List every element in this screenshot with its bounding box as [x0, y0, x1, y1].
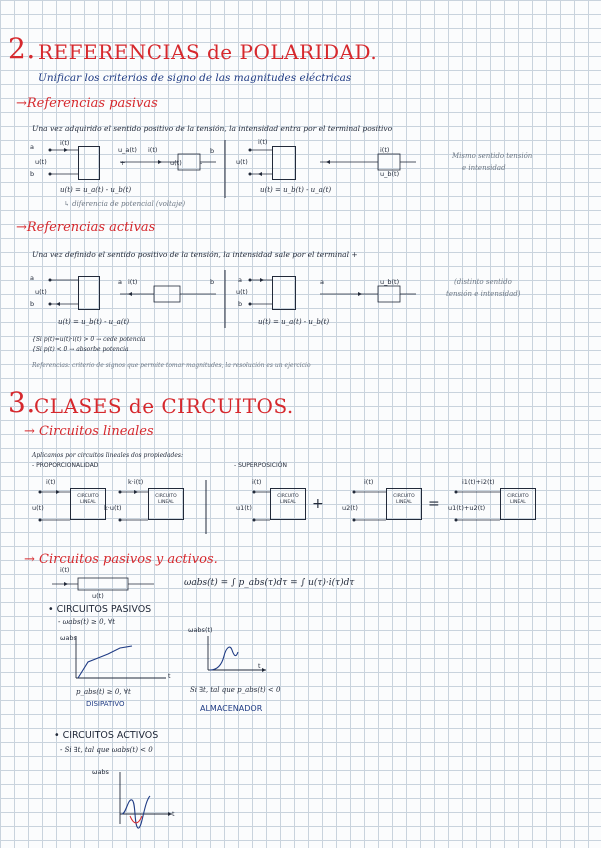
passive-wires-4 [318, 150, 418, 180]
plus-sign: + [120, 159, 126, 167]
active-i-label-2: i(t) [128, 278, 138, 286]
vertical-divider-2 [223, 270, 227, 330]
references-footer: Referencias: criterio de signos que permite tomar magnitudes, la resolución es un ejercicio [32, 362, 311, 369]
dissipative-y-axis: ωabs [60, 634, 77, 642]
minus-sign: - [200, 159, 203, 167]
linear-u-1: u(t) [32, 504, 44, 512]
active-b-label-2: b [210, 278, 215, 286]
terminal-b-label: b [30, 170, 35, 178]
passive-eq-2: u(t) = u_b(t) - u_a(t) [260, 186, 332, 194]
active-wires-3 [240, 270, 300, 320]
current-label: i(t) [60, 139, 70, 147]
linear-u2: u2(t) [342, 504, 358, 512]
dissipative-plot [62, 634, 172, 684]
passive-circuits-title: • CIRCUITOS PASIVOS [48, 604, 152, 615]
active-voltage-label: u(t) [35, 288, 47, 296]
active-t-axis: t [172, 810, 175, 818]
dissipative-label: DISIPATIVO [86, 700, 125, 708]
linear-wires-1 [38, 484, 78, 528]
wabs-formula: ωabs(t) = ∫ p_abs(τ)dτ = ∫ u(τ)·i(τ)dτ [184, 578, 355, 588]
vertical-divider-3 [204, 480, 208, 536]
passive-references-text: Una vez adquirido el sentido positivo de la tensión, la intensidad entra por el terminal positivo [32, 124, 393, 133]
active-eq: u(t) = u_b(t) - u_a(t) [58, 318, 130, 326]
active-side-note-2: tensión e intensidad) [446, 290, 521, 298]
vertical-divider [223, 140, 227, 200]
linear-circuits-heading: → Circuitos lineales [24, 424, 154, 439]
section-title-circuits: CLASES de CIRCUITOS. [34, 394, 294, 418]
equals-operator: = [428, 496, 440, 512]
active-wires-4 [318, 282, 418, 312]
linear-i-4: i(t) [364, 478, 374, 486]
linear-block-1: CIRCUITO LINEAL [70, 488, 106, 520]
active-circuits-cond: - Si ∃t, tal que ωabs(t) < 0 [60, 746, 153, 754]
active-eq-2: u(t) = u_a(t) - u_b(t) [258, 318, 330, 326]
storage-caption: Si ∃t, tal que p_abs(t) < 0 [190, 686, 281, 694]
linear-sum-i: i1(t)+i2(t) [462, 478, 495, 486]
voltage-label: u(t) [35, 158, 47, 166]
passive-wires-2 [118, 150, 218, 180]
active-side-note-1: (distinto sentido [454, 278, 512, 286]
active-a-label-4: a [320, 278, 324, 286]
active-power-note-1: {Si p(t)=u(t)·i(t) > 0 → cede potencia [32, 336, 146, 343]
active-circuits-title: • CIRCUITOS ACTIVOS [54, 730, 159, 741]
active-ub-label-4: u_b(t) [380, 278, 400, 286]
active-references-text: Una vez definido el sentido positivo de la tensión, la intensidad sale por el terminal + [32, 250, 358, 259]
linear-wires-2 [118, 484, 158, 528]
element-u-label: u(t) [92, 592, 104, 600]
linear-i-1: i(t) [46, 478, 56, 486]
linear-i-3: i(t) [252, 478, 262, 486]
linear-u1: u1(t) [236, 504, 252, 512]
storage-plot [196, 630, 276, 680]
active-plot [102, 764, 182, 834]
passive-wires-1 [40, 140, 100, 190]
terminal-a-label-2: u_a(t) [118, 146, 137, 154]
linear-ku: k·u(t) [104, 504, 122, 512]
storage-t-axis: t [258, 662, 261, 670]
section-number-2: 2. [8, 32, 36, 65]
section2-intro: Unificar los criterios de signo de las magnitudes eléctricas [38, 72, 352, 84]
active-y-axis: ωabs [92, 768, 109, 776]
ub-label-4: u_b(t) [380, 170, 400, 178]
terminal-a-label: a [30, 143, 34, 151]
passive-wires-3 [240, 140, 300, 190]
current-label-2: i(t) [148, 146, 158, 154]
section-title-polarity: REFERENCIAS de POLARIDAD. [38, 40, 378, 64]
dissipative-t-axis: t [168, 672, 171, 680]
dissipative-caption: p_abs(t) ≥ 0, ∀t [76, 688, 131, 696]
current-label-4: i(t) [380, 146, 390, 154]
element-i-label: i(t) [60, 566, 70, 574]
storage-y-axis: ωabs(t) [188, 626, 213, 634]
active-wires-2 [118, 282, 218, 312]
passive-side-note-2: e intensidad [462, 164, 506, 172]
active-u-label-3: u(t) [236, 288, 248, 296]
active-wires-1 [40, 270, 100, 320]
element-diagram [50, 572, 160, 602]
active-power-note-2: {Si p(t) < 0 → absorbe potencia [32, 346, 129, 353]
terminal-b-label-2: b [210, 147, 215, 155]
linear-block-3: CIRCUITO LINEAL [270, 488, 306, 520]
passive-eq: u(t) = u_a(t) - u_b(t) [60, 186, 132, 194]
linear-sum-u: u1(t)+u2(t) [448, 504, 486, 512]
storage-label: ALMACENADOR [200, 704, 263, 713]
passive-circuits-cond: - ωabs(t) ≥ 0, ∀t [58, 618, 116, 626]
linear-ki: k·i(t) [128, 478, 144, 486]
prop-proportionality: - PROPORCIONALIDAD [32, 462, 99, 469]
passive-side-note-1: Mismo sentido tensión [452, 152, 533, 160]
plus-operator: + [312, 496, 324, 512]
active-a-label-3: a [238, 276, 242, 284]
linear-block-2: CIRCUITO LINEAL [148, 488, 184, 520]
linear-circuits-text: Aplicamos por circuitos lineales dos propiedades: [32, 452, 184, 459]
voltage-label-3: u(t) [236, 158, 248, 166]
passive-note: ↳ diferencia de potencial (voltaje) [64, 200, 186, 208]
active-b-label-3: b [238, 300, 243, 308]
active-terminal-a: a [30, 274, 34, 282]
section-number-3: 3. [8, 386, 36, 419]
voltage-label-2: u(t) [170, 159, 182, 167]
prop-superposition: - SUPERPOSICIÓN [234, 462, 287, 469]
active-terminal-b: b [30, 300, 35, 308]
passive-active-heading: → Circuitos pasivos y activos. [24, 552, 218, 567]
passive-references-heading: →Referencias pasivas [16, 96, 158, 111]
active-references-heading: →Referencias activas [16, 220, 156, 235]
linear-block-5: CIRCUITO LINEAL [500, 488, 536, 520]
linear-block-4: CIRCUITO LINEAL [386, 488, 422, 520]
current-label-3: i(t) [258, 138, 268, 146]
active-a-label-2: a [118, 278, 122, 286]
